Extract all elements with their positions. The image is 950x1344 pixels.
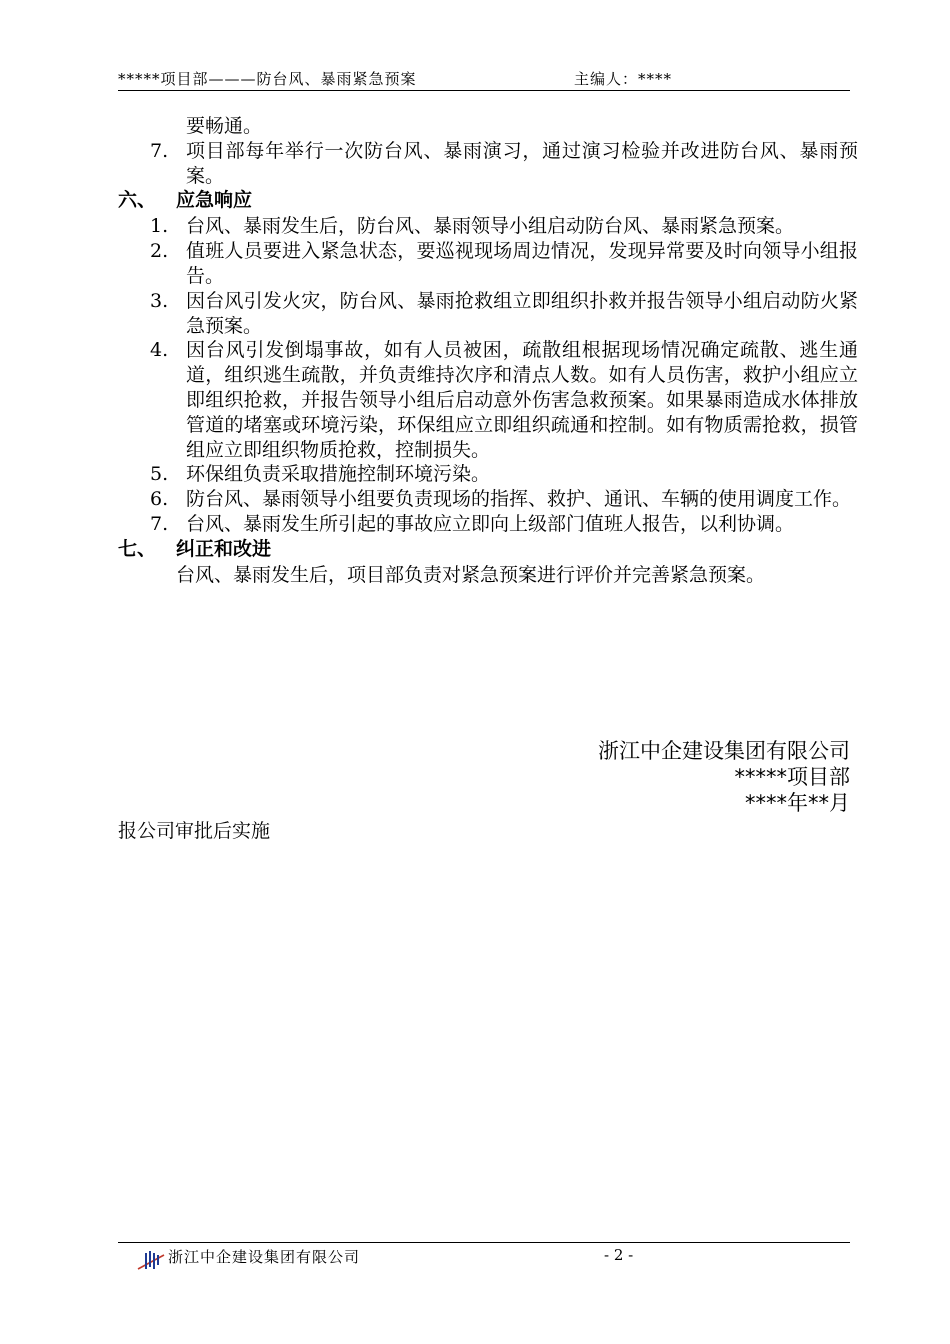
list-item (118, 487, 858, 512)
list-item (118, 338, 858, 462)
list-number: 7. (150, 512, 169, 535)
section-heading-6 (118, 188, 858, 214)
list-item (118, 289, 858, 339)
list-text: 防台风、暴雨领导小组要负责现场的指挥、救护、通讯、车辆的使用调度工作。 (186, 488, 852, 511)
signature-company: 浙江中企建设集团有限公司 (598, 739, 850, 763)
section-number: 七、 (118, 537, 157, 560)
signature-date: ****年**月 (745, 791, 850, 815)
page-header (118, 66, 850, 91)
list-text: 台风、暴雨发生所引起的事故应立即向上级部门值班人报告，以利协调。 (186, 512, 795, 535)
footer-company: 浙江中企建设集团有限公司 (168, 1248, 361, 1266)
header-doc-title: *****项目部———防台风、暴雨紧急预案 (118, 70, 417, 88)
document-body (118, 114, 858, 588)
list-number: 3. (150, 289, 169, 312)
list-number: 1. (150, 215, 169, 238)
company-logo-icon (136, 1249, 166, 1271)
list-item (118, 462, 858, 487)
list-text: 值班人员要进入紧急状态，要巡视现场周边情况，发现异常要及时向领导小组报告。 (186, 240, 858, 287)
signature-dept: *****项目部 (734, 765, 850, 789)
list-number: 7. (150, 139, 169, 162)
section-number: 六、 (118, 189, 157, 212)
continuation-text: 要畅通。 (186, 115, 263, 137)
list-item (118, 139, 858, 189)
list-number: 5. (150, 463, 169, 486)
list-number: 2. (150, 240, 169, 263)
section-title: 应急响应 (176, 189, 253, 212)
list-number: 6. (150, 488, 169, 511)
signature-block (598, 738, 850, 816)
page-number: - 2 - (604, 1246, 634, 1264)
page-footer (118, 1242, 850, 1273)
list-item (118, 512, 858, 537)
list-item (118, 214, 858, 239)
list-item (118, 239, 858, 289)
section-paragraph: 台风、暴雨发生后，项目部负责对紧急预案进行评价并完善紧急预案。 (176, 563, 766, 586)
section-heading-7 (118, 537, 858, 563)
approval-note: 报公司审批后实施 (118, 820, 271, 842)
list-text: 台风、暴雨发生后，防台风、暴雨领导小组启动防台风、暴雨紧急预案。 (186, 215, 795, 238)
list-text: 因台风引发火灾，防台风、暴雨抢救组立即组织扑救并报告领导小组启动防火紧急预案。 (186, 289, 858, 337)
list-text: 项目部每年举行一次防台风、暴雨演习，通过演习检验并改进防台风、暴雨预案。 (186, 139, 858, 187)
list-text: 环保组负责采取措施控制环境污染。 (186, 463, 491, 486)
header-editor: 主编人：**** (574, 70, 673, 88)
list-text: 因台风引发倒塌事故，如有人员被困，疏散组根据现场情况确定疏散、逃生通道，组织逃生疏散，并负责维持次序和清点人数。如有人员伤害，救护小组应立即组织抢救，并报告领导小组后启动意外伤害急救预案。如果暴雨造成水体排放管道的堵塞或环境污染，环保组应立即组织疏通和控制。如有物质需抢救，损管组应立即组织物质抢救，控制损失。 (186, 339, 858, 461)
section-title: 纠正和改进 (176, 537, 272, 560)
list-number: 4. (150, 339, 169, 362)
